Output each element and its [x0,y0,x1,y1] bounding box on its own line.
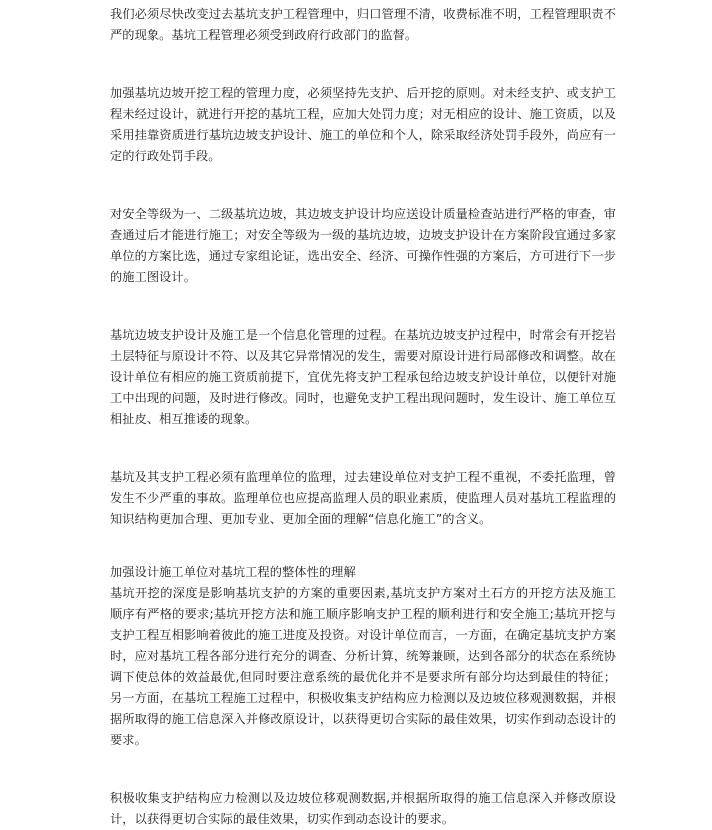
paragraph-integrated-understanding: 基坑开挖的深度是影响基坑支护的方案的重要因素,基坑支护方案对土石方的开挖方法及施工顺序有严格的要求;基坑开挖方法和施工顺序影响支护工程的顺利进行和安全施工;基坑开挖与支护工程互相影响着彼此的施工进度及投资。对设计单位而言，一方面，在确定基坑支护方案时，应对基坑工程各部分进行充分的调查、分析计算，统筹兼顾，达到各部分的状态在系统协调下使总体的效益最优,但同时要注意系统的最优化并不是要求所有部分均达到最佳的特征；另一方面，在基坑工程施工过程中，积极收集支护结构应力检测以及边坡位移观测数据，并根据所取得的施工信息深入并修改原设计，以获得更切合实际的最佳效果，切实作到动态设计的要求。 [110,586,616,747]
document-body [110,4,616,830]
paragraph-design-review: 对安全等级为一、二级基坑边坡，其边坡支护设计均应送设计质量检查站进行严格的审查，审查通过后才能进行施工；对安全等级为一级的基坑边坡，边坡支护设计在方案阶段宜通过多家单位的方案比选，通过专家组论证，选出安全、经济、可操作性强的方案后，方可进行下一步的施工图设计。 [110,207,616,284]
paragraph-closing: 积极收集支护结构应力检测以及边坡位移观测数据,并根据所取得的施工信息深入并修改原设计，以获得更切合实际的最佳效果，切实作到动态设计的要求。 [110,791,616,826]
paragraph-information-management: 基坑边坡支护设计及施工是一个信息化管理的过程。在基坑边坡支护过程中，时常会有开挖岩土层特征与原设计不符、以及其它异常情况的发生，需要对原设计进行局部修改和调整。故在设计单位有相应的施工资质前提下，宜优先将支护工程承包给边坡支护设计单位，以便针对施工中出现的问题，及时进行修改。同时，也避免支护工程出现问题时，发生设计、施工单位互相扯皮、相互推诿的现象。 [110,328,616,426]
paragraph-supervision: 基坑及其支护工程必须有监理单位的监理，过去建设单位对支护工程不重视，不委托监理，曾发生不少严重的事故。监理单位也应提高监理人员的职业素质，使监理人员对基坑工程监理的知识结构更加合理、更加专业、更加全面的理解“信息化施工”的含义。 [110,470,616,526]
section-heading: 加强设计施工单位对基坑工程的整体性的理解 [110,565,356,579]
paragraph-support-before-excavation: 加强基坑边坡开挖工程的管理力度，必须坚持先支护、后开挖的原则。对未经支护、或支护工程未经过设计，就进行开挖的基坑工程，应加大处罚力度；对无相应的设计、施工资质，以及采用挂靠资质进行基坑边坡支护设计、施工的单位和个人，除采取经济处罚手段外，尚应有一定的行政处罚手段。 [110,86,616,163]
paragraph-management-reform: 我们必须尽快改变过去基坑支护工程管理中，归口管理不清，收费标准不明，工程管理职责不严的现象。基坑工程管理必须受到政府行政部门的监督。 [110,7,616,42]
